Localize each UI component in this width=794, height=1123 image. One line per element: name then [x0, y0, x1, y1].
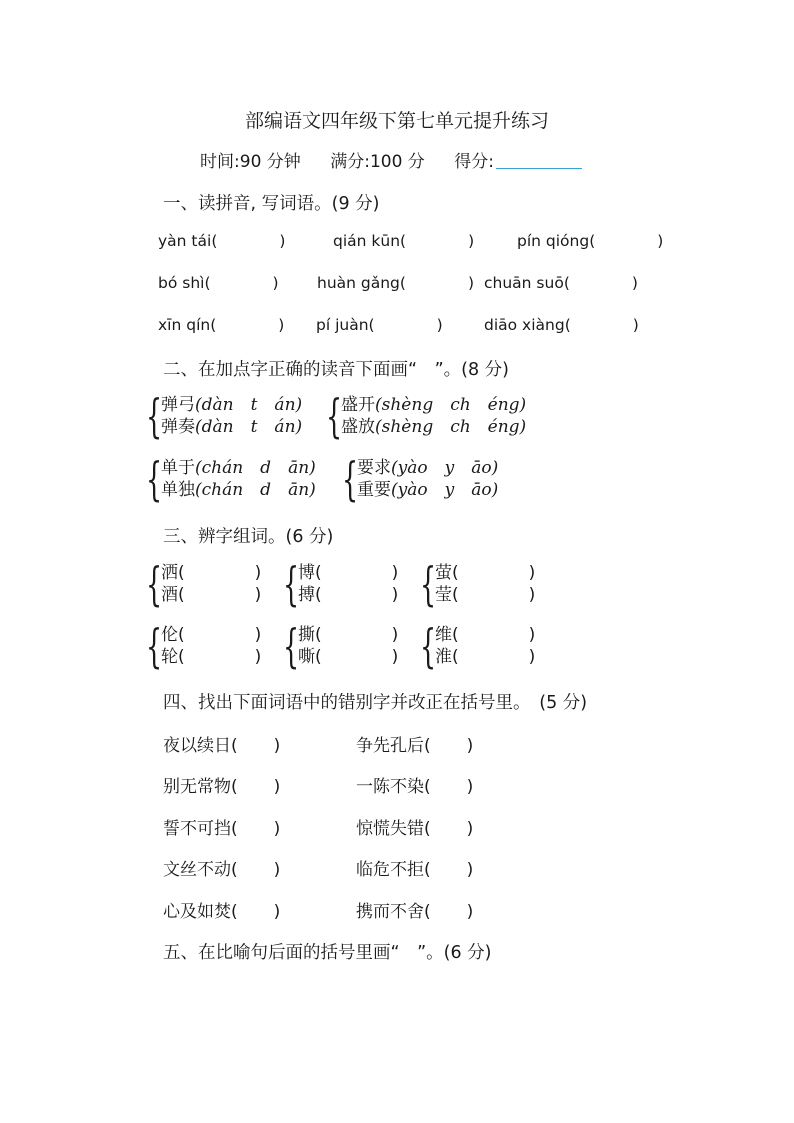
typo-item: 临危不拒( )	[356, 860, 474, 880]
pinyin-item: bó shì( )	[158, 274, 279, 292]
pinyin-item: huàn gǎng( )	[317, 274, 475, 292]
section-5-heading: 五、在比喻句后面的括号里画“ ”。(6 分)	[163, 943, 492, 963]
brace-icon: {	[146, 389, 163, 443]
page-title: 部编语文四年级下第七单元提升练习	[244, 110, 549, 132]
brace-icon: {	[326, 389, 343, 443]
section-2-heading: 二、在加点字正确的读音下面画“ ”。(8 分)	[163, 360, 509, 380]
typo-item: 一陈不染( )	[356, 777, 474, 797]
full-score-info: 满分:100 分	[330, 152, 425, 172]
char-group: { 撕( ) 嘶( )	[283, 619, 399, 673]
brace-icon: {	[146, 452, 163, 506]
char-group: { 洒( ) 酒( )	[146, 557, 262, 611]
typo-item: 誓不可挡( )	[163, 819, 281, 839]
reading-group: { 要求(yào y āo) 重要(yào y āo)	[342, 452, 499, 506]
reading-group: { 单于(chán d ān) 单独(chán d ān)	[146, 452, 316, 506]
reading-group: { 弹弓(dàn t án) 弹奏(dàn t án)	[146, 389, 303, 443]
brace-icon: {	[283, 557, 300, 611]
pinyin-item: qián kūn( )	[333, 232, 475, 250]
pinyin-item: pín qióng( )	[517, 232, 664, 250]
char-group: { 伦( ) 轮( )	[146, 619, 262, 673]
score-info: 得分:	[454, 152, 594, 172]
typo-item: 惊慌失错( )	[356, 819, 474, 839]
typo-item: 文丝不动( )	[163, 860, 281, 880]
brace-icon: {	[342, 452, 359, 506]
exam-meta	[0, 147, 794, 172]
time-info: 时间:90 分钟	[200, 152, 301, 172]
brace-icon: {	[420, 619, 437, 673]
score-blank[interactable]	[496, 152, 582, 169]
typo-item: 争先孔后( )	[356, 736, 474, 756]
reading-group: { 盛开(shèng ch éng) 盛放(shèng ch éng)	[326, 389, 527, 443]
char-group: { 萤( ) 莹( )	[420, 557, 536, 611]
typo-item: 夜以续日( )	[163, 736, 281, 756]
brace-icon: {	[420, 557, 437, 611]
section-4-heading: 四、找出下面词语中的错别字并改正在括号里。 (5 分)	[163, 693, 588, 713]
pinyin-item: xīn qín( )	[158, 316, 285, 334]
pinyin-item: diāo xiàng( )	[484, 316, 639, 334]
brace-icon: {	[146, 557, 163, 611]
pinyin-item: chuān suō( )	[484, 274, 638, 292]
typo-item: 携而不舍( )	[356, 902, 474, 922]
typo-item: 心及如焚( )	[163, 902, 281, 922]
pinyin-item: pí juàn( )	[316, 316, 443, 334]
brace-icon: {	[283, 619, 300, 673]
brace-icon: {	[146, 619, 163, 673]
section-3-heading: 三、辨字组词。(6 分)	[163, 527, 334, 547]
char-group: { 维( ) 淮( )	[420, 619, 536, 673]
pinyin-item: yàn tái( )	[158, 232, 286, 250]
section-1-heading: 一、读拼音, 写词语。(9 分)	[163, 194, 380, 214]
typo-item: 别无常物( )	[163, 777, 281, 797]
char-group: { 博( ) 搏( )	[283, 557, 399, 611]
